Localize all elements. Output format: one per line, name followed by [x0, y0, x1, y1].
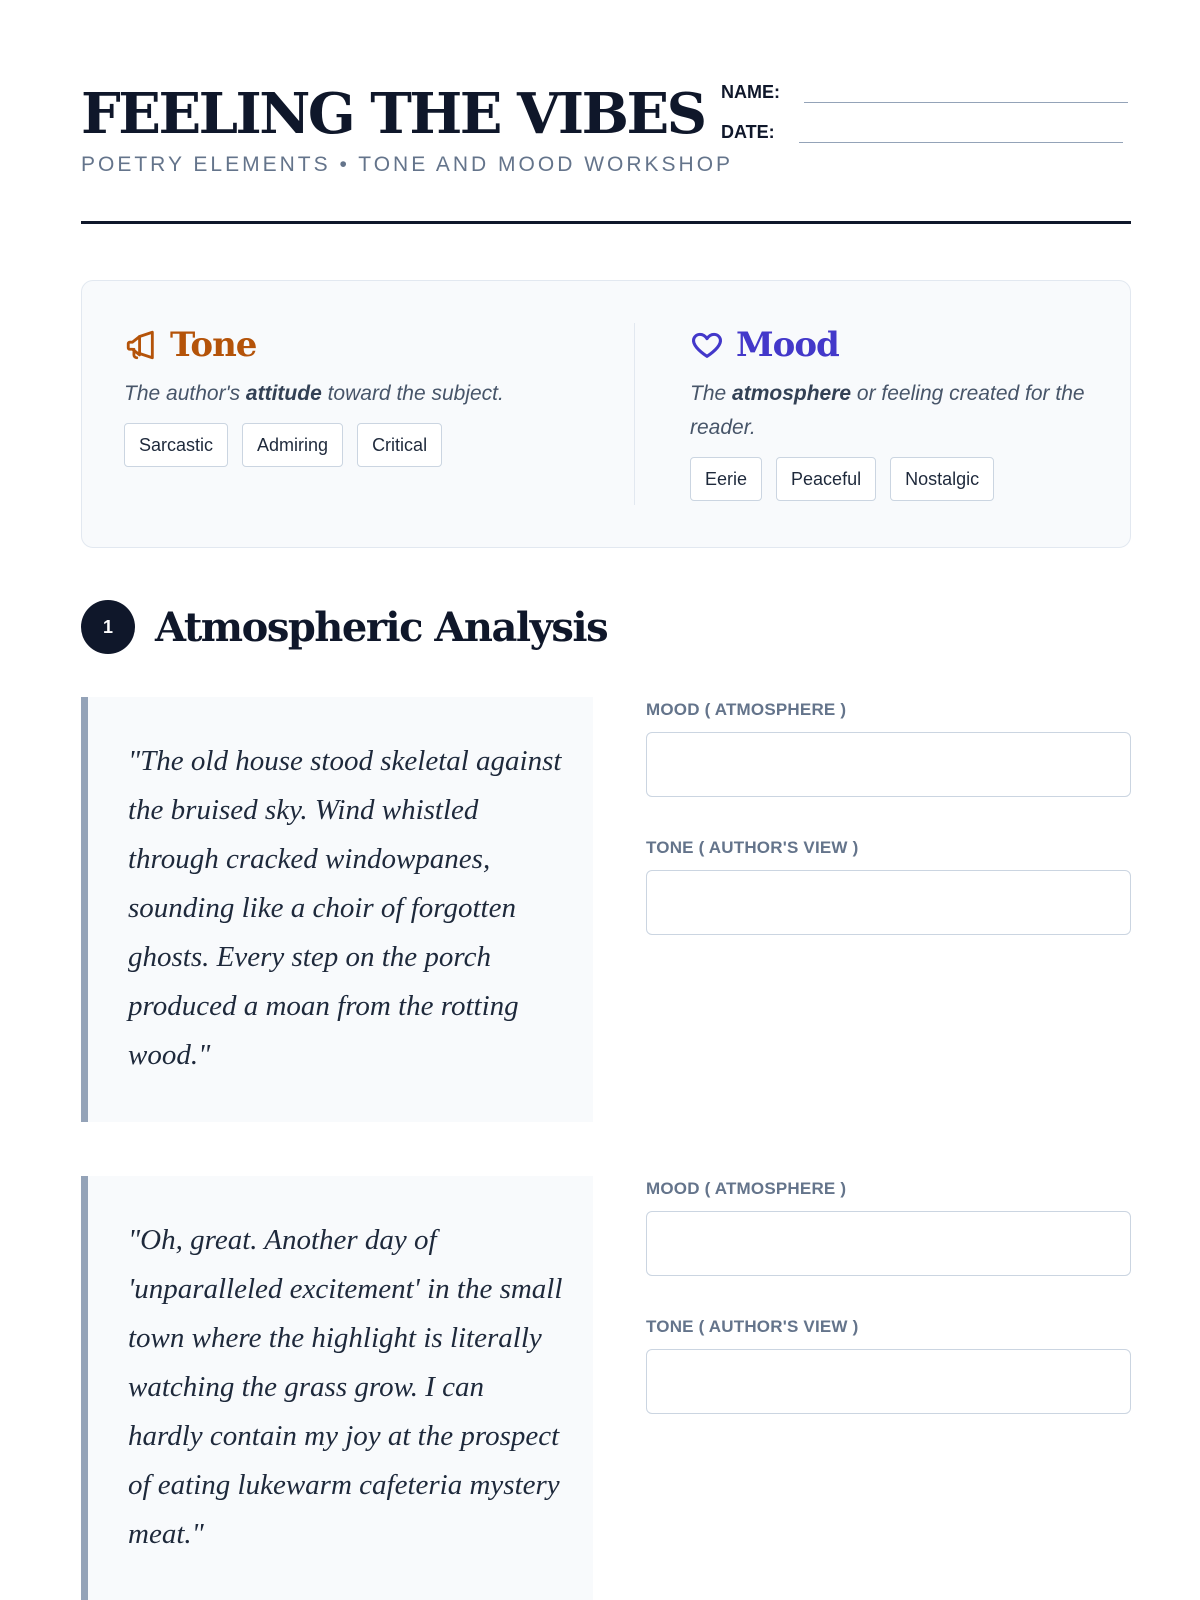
mood-definition [690, 377, 1090, 445]
mood-answer-input[interactable] [646, 1211, 1131, 1276]
tone-tag: Admiring [242, 423, 343, 467]
tone-def-start: The author's [124, 382, 246, 405]
mood-def-keyword: atmosphere [732, 382, 852, 405]
tone-field-label: TONE ( AUTHOR'S VIEW ) [646, 1317, 859, 1336]
section-title: Atmospheric Analysis [155, 603, 608, 651]
mood-tag: Eerie [690, 457, 762, 501]
tone-answer-input[interactable] [646, 1349, 1131, 1414]
tone-def-keyword: attitude [245, 382, 322, 405]
tone-tag: Critical [357, 423, 442, 467]
mood-concept [690, 325, 1090, 501]
passage-answers [646, 1176, 1131, 1414]
mood-field-label: MOOD ( ATMOSPHERE ) [646, 1179, 847, 1198]
worksheet-header [81, 80, 1131, 225]
tone-title: Tone [170, 325, 257, 365]
card-divider [634, 323, 635, 505]
name-label: NAME: [721, 82, 780, 102]
megaphone-icon [124, 328, 158, 362]
concepts-card [81, 280, 1131, 548]
mood-field-label: MOOD ( ATMOSPHERE ) [646, 700, 847, 719]
name-line[interactable] [804, 82, 1128, 103]
mood-def-start: The [690, 382, 733, 405]
date-label: DATE: [721, 122, 775, 142]
tone-concept [124, 325, 604, 467]
page-subtitle: POETRY ELEMENTS • TONE AND MOOD WORKSHOP [81, 153, 734, 176]
date-row [721, 122, 1123, 143]
page-title: FEELING THE VIBES [81, 81, 705, 147]
mood-answer-input[interactable] [646, 732, 1131, 797]
tone-definition [124, 377, 604, 411]
passage-text: "The old house stood skeletal against the bruised sky. Wind whistled through cracked windowpanes, sounding like a choir of forgotten ghosts. Every step on the porch produced a moan from the rotting wood." [128, 745, 562, 1071]
tone-examples [124, 423, 604, 467]
mood-tag: Nostalgic [890, 457, 994, 501]
date-line[interactable] [799, 122, 1123, 143]
header-rule [81, 221, 1131, 224]
mood-def-end: or feeling created for the reader. [690, 382, 1085, 439]
name-row [721, 82, 1128, 103]
mood-examples [690, 457, 1090, 501]
tone-answer-input[interactable] [646, 870, 1131, 935]
tone-tag: Sarcastic [124, 423, 228, 467]
mood-title: Mood [736, 325, 839, 365]
passage-answers [646, 697, 1131, 935]
passage-text: "Oh, great. Another day of 'unparalleled excitement' in the small town where the highlight is literally watching the grass grow. I can hardly contain my joy at the prospect of eating lukewarm cafeteria mystery meat." [128, 1224, 563, 1550]
mood-tag: Peaceful [776, 457, 876, 501]
heart-icon [690, 328, 724, 362]
section-number-badge: 1 [81, 600, 135, 654]
worksheet-page [81, 0, 1131, 1600]
tone-field-label: TONE ( AUTHOR'S VIEW ) [646, 838, 859, 857]
passage-quote [81, 697, 593, 1122]
tone-def-end: toward the subject. [321, 382, 504, 405]
passage-quote [81, 1176, 593, 1600]
section-heading [81, 600, 607, 654]
